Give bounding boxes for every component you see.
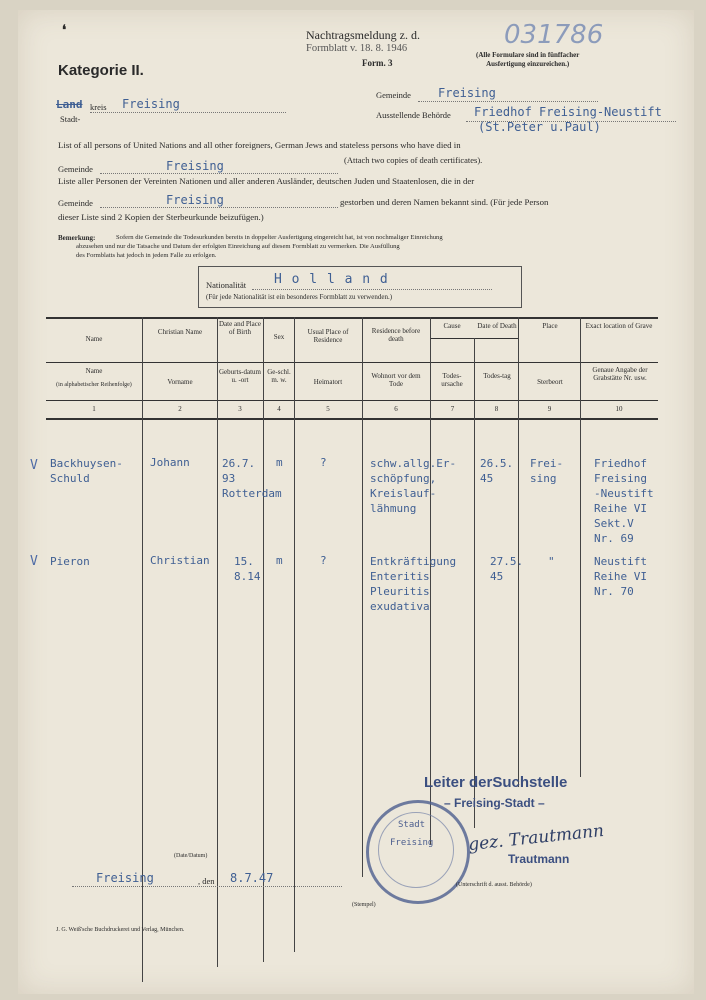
unterschrift-label: (Unterschrift d. ausst. Behörde) <box>456 882 532 888</box>
kreis-label: kreis <box>90 102 107 112</box>
row-sex: m <box>276 456 283 469</box>
col-num: 2 <box>178 405 182 413</box>
printer-credit: J. G. Weiß'sche Buchdruckerei und Verlag, München. <box>56 927 185 933</box>
intro-gemeinde-label: Gemeinde <box>58 164 93 174</box>
intro-de: Liste aller Personen der Vereinten Nationen und aller anderen Ausländer, deutschen Juden und Staatenlosen, die in der <box>58 176 475 186</box>
row-heimatort: ? <box>320 456 327 469</box>
row-birth: 15. 8.14 <box>234 555 261 583</box>
seal-text-2: Freising <box>390 838 434 848</box>
seal-text: Stadt <box>398 820 426 830</box>
kreis-crossed: Land <box>56 98 83 111</box>
handwritten-signature: gez. Trautmann <box>467 820 605 856</box>
header-en-birth: Date and Place of Birth <box>219 320 261 336</box>
intro-gemeinde-value-2: Freising <box>166 193 224 207</box>
row-heimatort: ? <box>320 554 327 567</box>
category-label: Kategorie II. <box>58 62 144 79</box>
col-num: 8 <box>494 405 499 413</box>
row-sex: m <box>276 554 283 567</box>
stamp-number: 031786 <box>504 20 604 50</box>
row-cause: Entkräftigung Enteritis Pleuritis exudativa <box>370 555 457 613</box>
header-de-date: Todes-tag <box>483 372 511 380</box>
row-grave: Neustift Reihe VI Nr. 70 <box>594 555 647 598</box>
col-num: 3 <box>238 405 242 413</box>
gemeinde-label: Gemeinde <box>376 90 411 100</box>
row-vorname: Johann <box>150 456 190 469</box>
row-birth: 26.7. 93 Rotterdam <box>222 457 282 500</box>
header-en-place: Place <box>542 322 558 330</box>
col-num: 7 <box>450 405 455 413</box>
header-en-christian: Christian Name <box>157 328 203 336</box>
corner-mark: ❛ <box>62 22 67 37</box>
gemeinde-value: Freising <box>438 86 496 100</box>
header-de-cause: Todes-ursache <box>441 372 463 388</box>
den-label: , den <box>198 876 215 886</box>
signature-office: Leiter derSuchstelle <box>424 774 568 791</box>
header-de-name-sub: (in alphabetischer Reihenfolge) <box>56 382 132 388</box>
header-en-usual: Usual Place of Residence <box>307 328 349 344</box>
row-death-place: " <box>548 555 555 568</box>
row-death-date: 27.5. 45 <box>490 555 524 583</box>
col-num: 6 <box>394 405 398 413</box>
form-number: Form. 3 <box>362 58 393 68</box>
row-grave: Friedhof Freising -Neustift Reihe VI Sekt.V Nr. 69 <box>594 457 654 545</box>
form-note: (Alle Formulare sind in fünffacher Ausfertigung einzureichen.) <box>476 51 580 68</box>
behoerde-label: Ausstellende Behörde <box>376 110 451 120</box>
header-de-vorname: Vorname <box>167 378 193 386</box>
signature-office-2: – Freising-Stadt – <box>444 796 545 810</box>
nationality-note: (Für jede Nationalität ist ein besonderes Formblatt zu verwenden.) <box>206 293 393 301</box>
row-vorname: Christian <box>150 554 210 567</box>
date-label: (Date/Datum) <box>174 853 208 859</box>
stempel-label: (Stempel) <box>352 902 376 908</box>
remark-label: Bemerkung: <box>58 234 96 242</box>
kreis-value: Freising <box>122 97 180 111</box>
col-num: 9 <box>547 405 552 413</box>
row-death-date: 26.5. 45 <box>480 457 514 485</box>
header-en-grave: Exact location of Grave <box>585 322 653 330</box>
intro-de-2: gestorben und deren Namen bekannt sind. (Für jede Person <box>340 197 549 207</box>
nationality-value: H o l l a n d <box>274 272 389 287</box>
row-check-mark: V <box>30 458 38 473</box>
row-death-place: Frei- sing <box>530 457 564 485</box>
behoerde-value-2: (St.Peter u.Paul) <box>478 120 601 134</box>
row-name: Backhuysen- Schuld <box>50 457 123 485</box>
header-en-sex: Sex <box>273 333 285 341</box>
col-num: 1 <box>92 405 96 413</box>
row-name: Pieron <box>50 555 90 568</box>
form-title-line1: Nachtragsmeldung z. d. <box>306 28 420 42</box>
col-num: 4 <box>277 405 281 413</box>
stadt-label: Stadt- <box>60 114 81 124</box>
intro-de-3: dieser Liste sind 2 Kopien der Sterbeurkunde beizufügen.) <box>58 212 264 222</box>
intro-gemeinde-label-2: Gemeinde <box>58 198 93 208</box>
header-en-residence: Residence before death <box>371 327 421 343</box>
nationality-label: Nationalität <box>206 280 247 290</box>
header-de-wohnort: Wohnort vor dem Tode <box>371 372 421 388</box>
row-check-mark: V <box>30 554 38 569</box>
intro-en: List of all persons of United Nations and all other foreigners, German Jews and stateless persons who have died in <box>58 140 461 150</box>
behoerde-value: Friedhof Freising-Neustift <box>474 105 662 119</box>
header-en-date: Date of Death <box>477 322 517 330</box>
header-en-cause: Cause <box>443 322 461 330</box>
header-de-heimatort: Heimatort <box>313 378 343 386</box>
header-de-birth: Geburts-datum u. -ort <box>219 368 261 384</box>
col-num: 10 <box>615 405 623 413</box>
header-de-place: Sterbeort <box>537 378 563 386</box>
issue-date: 8.7.47 <box>230 871 274 885</box>
header-en-name: Name <box>85 335 103 343</box>
remark-line3: des Formblatts hat jedoch in jedem Falle zu erfolgen. <box>76 252 217 259</box>
form-title-line2: Formblatt v. 18. 8. 1946 <box>306 43 408 54</box>
intro-gemeinde-value: Freising <box>166 159 224 173</box>
col-num: 5 <box>326 405 330 413</box>
header-de-name: Name <box>85 367 103 375</box>
signatory-name: Trautmann <box>508 852 570 866</box>
row-cause: schw.allg.Er- schöpfung, Kreislauf- lähmung <box>370 457 457 515</box>
issue-place: Freising <box>96 871 154 885</box>
header-de-sex: Ge-schl. m. w. <box>267 368 291 384</box>
remark-line1: Sofern die Gemeinde die Todesurkunden bereits in doppelter Ausfertigung eingereicht hat, ist von nochmaliger Einreichung <box>116 234 443 241</box>
header-de-grave: Genaue Angabe der Grabstätte Nr. usw. <box>592 366 648 382</box>
remark-line2: abzusehen und nur die Tatsache und Datum der erfolgten Einreichung auf diesem Formblatt zu vermerken. Die Ausfüllung <box>76 243 400 250</box>
attach-note: (Attach two copies of death certificates). <box>344 155 483 165</box>
